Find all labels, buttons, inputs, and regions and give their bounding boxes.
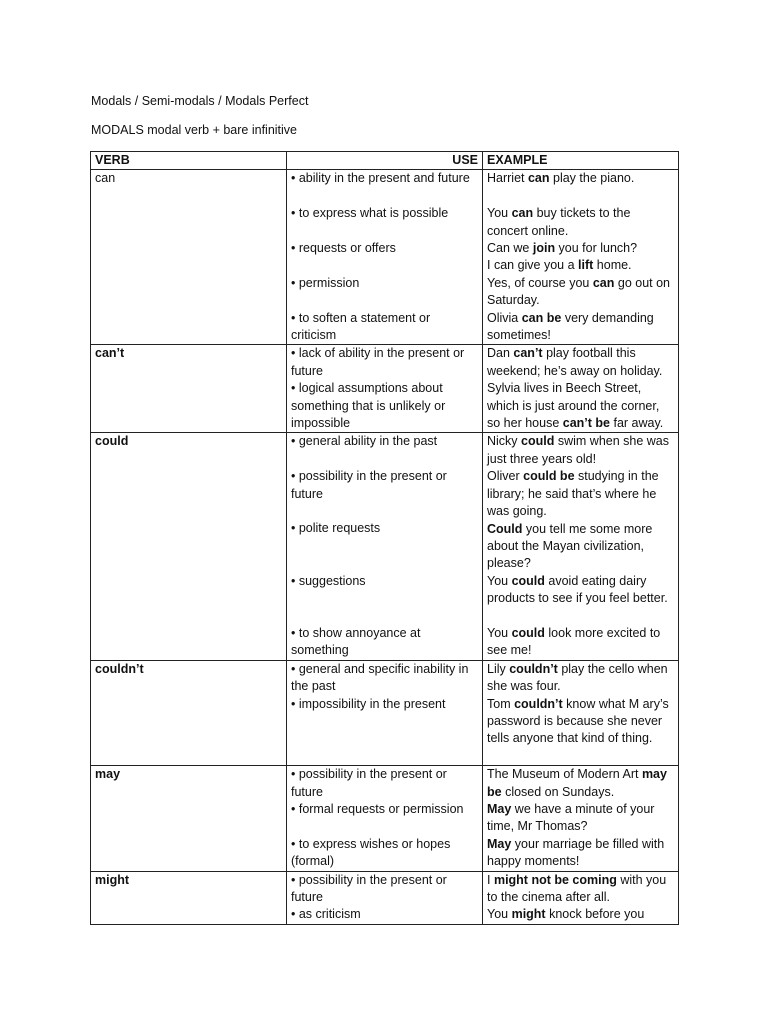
example-text: far away. — [610, 416, 664, 431]
header-example: EXAMPLE — [483, 152, 679, 170]
example-cell — [483, 766, 679, 871]
use-item: • general ability in the past — [291, 434, 438, 449]
use-cell — [287, 871, 483, 924]
example-sentence — [487, 380, 674, 432]
example-text: You — [487, 907, 512, 922]
example-modal-bold: can — [592, 275, 615, 290]
example-text: with you to the cinema after all. — [487, 872, 667, 904]
example-text: Yes, of course you — [487, 275, 593, 290]
example-text: studying in the library; he said that’s where he was going. — [487, 469, 659, 519]
example-cell — [483, 660, 679, 765]
use-item: • polite requests — [291, 521, 381, 536]
example-text: Harriet — [487, 171, 528, 186]
example-sentence — [487, 696, 674, 766]
use-item: • general and specific inability in the past — [291, 661, 469, 694]
example-text: swim when she was just three years old! — [487, 434, 669, 466]
use-item: • possibility in the present or future — [291, 767, 447, 799]
example-cell — [483, 345, 679, 433]
section-heading: MODALS modal verb + bare infinitive — [91, 123, 297, 137]
example-text: your marriage be filled with happy moments! — [487, 836, 665, 869]
example-text: play the piano. — [549, 171, 635, 186]
example-sentence — [487, 205, 674, 240]
page-title: Modals / Semi-modals / Modals Perfect — [91, 94, 309, 108]
example-text: look more excited to see me! — [487, 625, 661, 658]
example-modal-bold: might — [511, 907, 546, 922]
example-text: we have a minute of your time, Mr Thomas? — [487, 801, 655, 834]
verb-cell: can’t — [91, 345, 287, 433]
example-cell — [483, 871, 679, 924]
verb-cell: can — [91, 170, 287, 345]
example-sentence — [487, 836, 674, 871]
example-text: The Museum of Modern Art — [487, 767, 642, 782]
example-sentence — [487, 275, 674, 310]
example-cell — [483, 433, 679, 660]
example-modal-bold: could — [511, 625, 545, 640]
use-item: • suggestions — [291, 573, 366, 588]
example-modal-bold: couldn’t — [509, 661, 558, 676]
example-text: play the cello when she was four. — [487, 661, 668, 694]
example-sentence — [487, 170, 674, 205]
use-item: • ability in the present and future — [291, 171, 470, 186]
example-text: I can give you a — [487, 258, 579, 273]
example-modal-bold: can — [511, 206, 534, 221]
example-text: you for lunch? — [555, 241, 638, 256]
use-item: • lack of ability in the present or future — [291, 346, 465, 378]
use-cell — [287, 345, 483, 433]
example-modal-bold: join — [532, 241, 556, 256]
use-item: • as criticism — [291, 907, 361, 922]
example-modal-bold: can’t be — [562, 416, 610, 431]
example-sentence — [487, 468, 674, 520]
example-text: very demanding sometimes! — [487, 310, 654, 343]
example-text: I — [487, 872, 494, 887]
use-cell — [287, 170, 483, 345]
example-text: Can we — [487, 241, 533, 256]
example-sentence — [487, 906, 674, 923]
table-row — [91, 871, 679, 924]
example-modal-bold: could — [521, 434, 555, 449]
example-modal-bold: can’t — [513, 346, 543, 361]
example-modal-bold: could — [511, 573, 545, 588]
example-text: know what M ary’s password is because she never tells anyone that kind of thing. — [487, 696, 669, 746]
use-item: • impossibility in the present — [291, 696, 446, 711]
example-modal-bold: May — [487, 836, 512, 851]
use-cell — [287, 660, 483, 765]
example-text: Nicky — [487, 434, 522, 449]
table-row — [91, 170, 679, 345]
example-text: Dan — [487, 346, 514, 361]
verb-cell: could — [91, 433, 287, 660]
use-item: • permission — [291, 275, 360, 290]
example-text: closed on Sundays. — [501, 784, 615, 799]
example-text: you tell me some more about the Mayan civilization, please? — [487, 521, 653, 571]
example-sentence — [487, 240, 674, 257]
table-header-row — [91, 152, 679, 170]
example-sentence — [487, 661, 674, 696]
use-item: • logical assumptions about something that is unlikely or impossible — [291, 381, 446, 431]
example-modal-bold: might not be coming — [493, 872, 617, 887]
use-item: • possibility in the present or future — [291, 872, 447, 904]
example-cell — [483, 170, 679, 345]
example-sentence — [487, 872, 674, 907]
example-sentence — [487, 521, 674, 573]
use-item: • to express wishes or hopes (formal) — [291, 836, 451, 869]
example-text: Olivia — [487, 310, 522, 325]
example-text: You — [487, 573, 512, 588]
use-item: • to show annoyance at something — [291, 625, 421, 658]
header-verb: VERB — [91, 152, 287, 170]
modals-table — [90, 151, 679, 925]
header-use: USE — [287, 152, 483, 170]
example-text: knock before you — [545, 907, 645, 922]
example-modal-bold: could be — [523, 469, 575, 484]
use-cell — [287, 766, 483, 871]
example-modal-bold: May — [487, 801, 512, 816]
example-modal-bold: lift — [578, 258, 594, 273]
example-text: You — [487, 206, 512, 221]
example-modal-bold: can — [527, 171, 550, 186]
example-text: Sylvia lives in Beech Street, which is just around the corner, so her house — [487, 381, 660, 431]
example-modal-bold: may be — [487, 767, 667, 799]
example-text: go out on Saturday. — [487, 275, 671, 308]
use-cell — [287, 433, 483, 660]
example-sentence — [487, 345, 674, 380]
example-sentence — [487, 801, 674, 836]
example-sentence — [487, 257, 674, 274]
example-text: play football this weekend; he’s away on holiday. — [487, 346, 663, 378]
example-sentence — [487, 625, 674, 660]
table-row — [91, 433, 679, 660]
example-sentence — [487, 310, 674, 345]
table-row — [91, 660, 679, 765]
example-text: avoid eating dairy products to see if you feel better. — [487, 573, 668, 606]
verb-cell: couldn’t — [91, 660, 287, 765]
use-item: • requests or offers — [291, 241, 396, 255]
verb-cell: may — [91, 766, 287, 871]
example-text: You — [487, 625, 512, 640]
example-sentence — [487, 433, 674, 468]
example-sentence — [487, 766, 674, 801]
example-text: home. — [593, 258, 632, 273]
example-text: Tom — [487, 696, 515, 711]
use-item: • possibility in the present or future — [291, 469, 447, 501]
use-item: • to soften a statement or criticism — [291, 310, 431, 342]
use-item: • to express what is possible — [291, 206, 449, 221]
example-text: Oliver — [487, 469, 524, 484]
example-text: buy tickets to the concert online. — [487, 206, 631, 238]
example-modal-bold: Could — [487, 521, 523, 536]
example-sentence — [487, 573, 674, 625]
example-modal-bold: can be — [521, 310, 562, 325]
table-row — [91, 766, 679, 871]
verb-cell: might — [91, 871, 287, 924]
table-row — [91, 345, 679, 433]
example-modal-bold: couldn’t — [514, 696, 563, 711]
use-item: • formal requests or permission — [291, 801, 464, 816]
example-text: Lily — [487, 661, 510, 676]
